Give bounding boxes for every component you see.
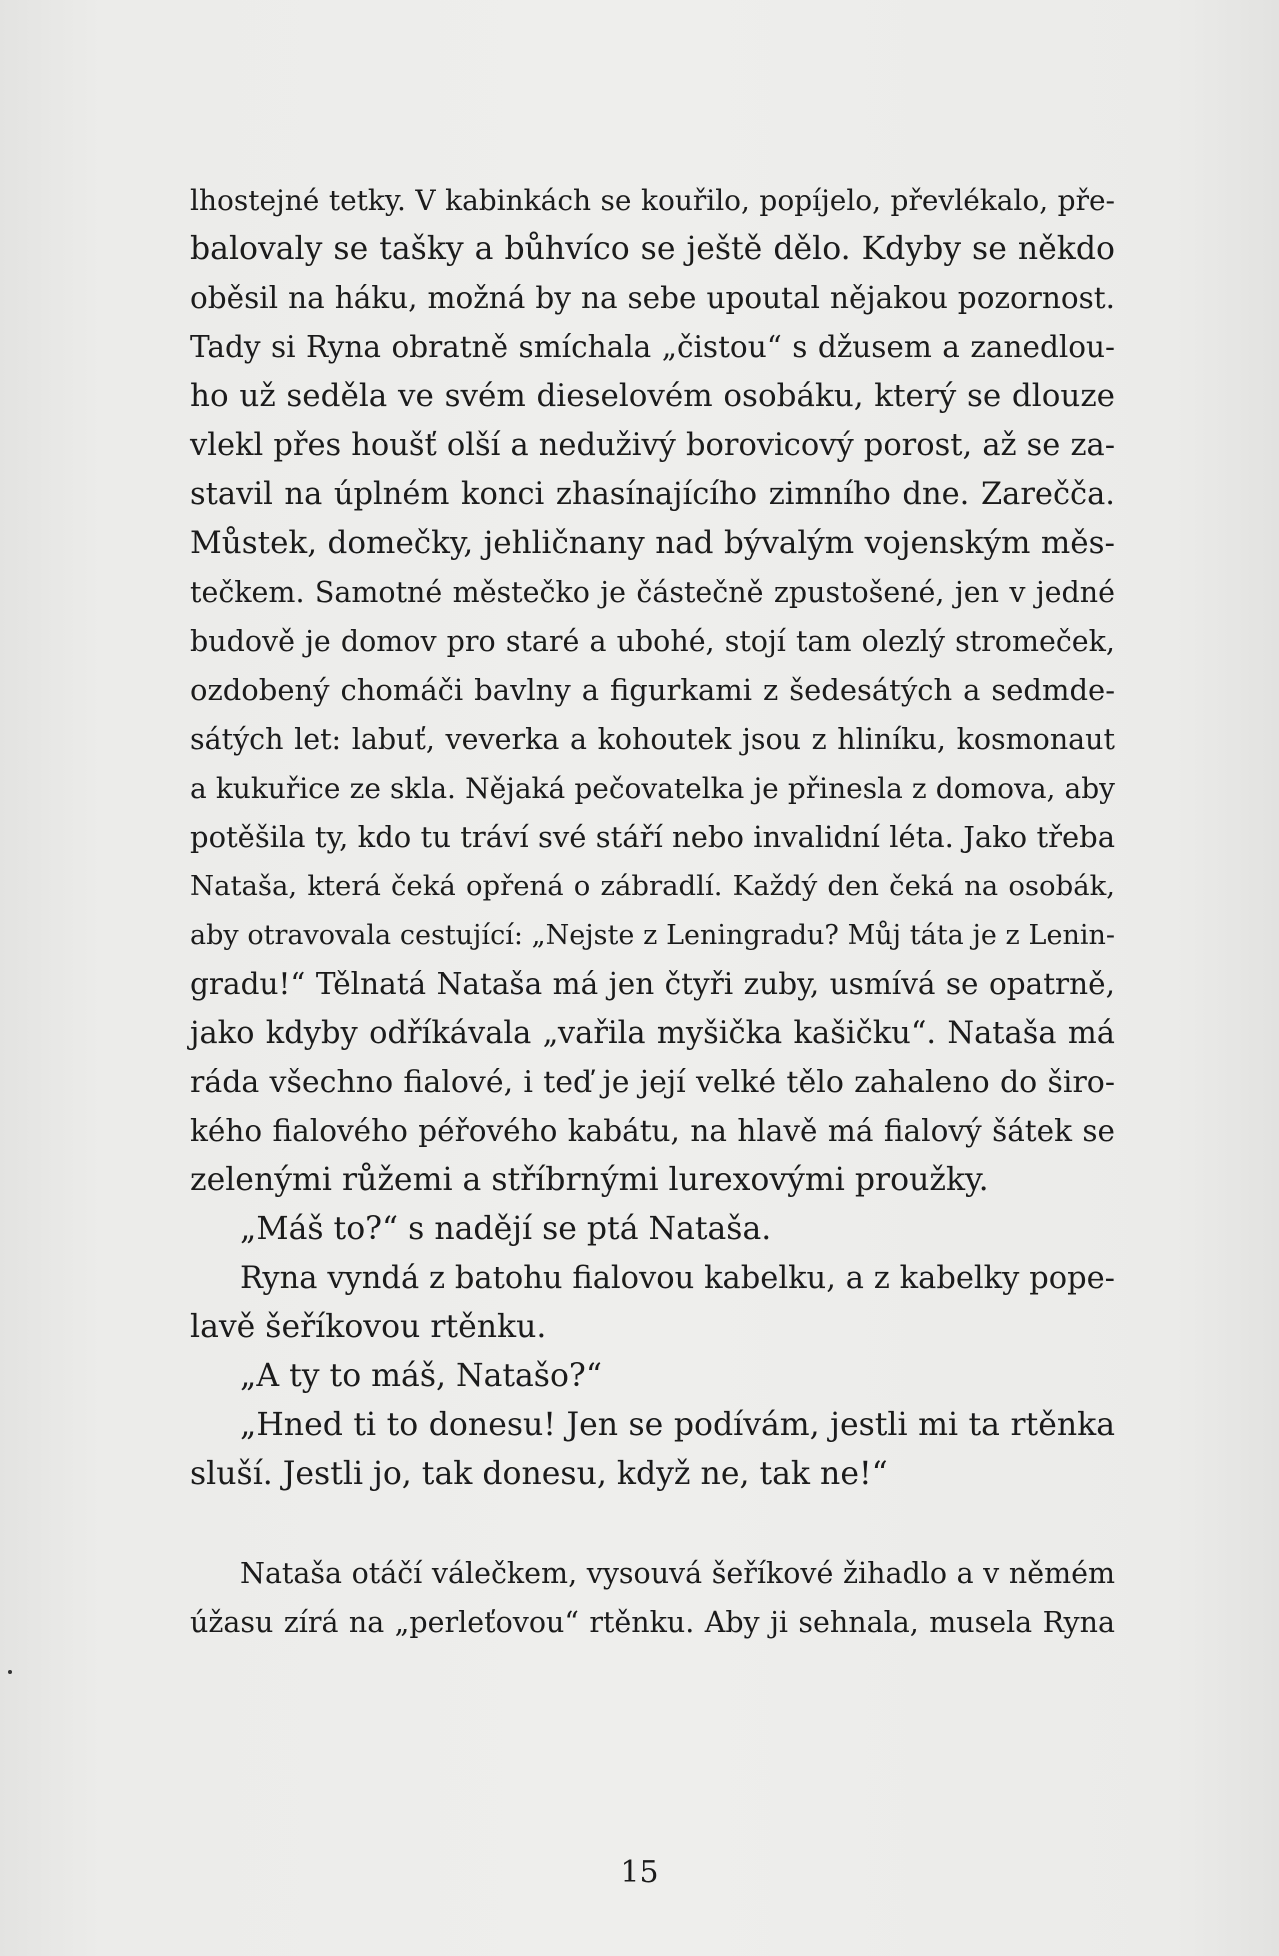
text-line: ráda všechno fialové, i teď je její velké tělo zahaleno do širo- <box>190 1065 1115 1100</box>
text-line: úžasu zírá na „perleťovou“ rtěnku. Aby ji sehnala, musela Ryna <box>190 1606 1115 1639</box>
text-line: tečkem. Samotné městečko je částečně zpustošené, jen v jedné <box>190 576 1115 609</box>
dialogue-line: „Máš to?“ s nadějí se ptá Nataša. <box>240 1211 772 1247</box>
text-line: aby otravovala cestující: „Nejste z Leningradu? Můj táta je z Lenin- <box>190 920 1115 951</box>
dialogue-line: „Hned ti to donesu! Jen se podívám, jestli mi ta rtěnka <box>240 1407 1115 1443</box>
text-line: lavě šeříkovou rtěnku. <box>190 1309 547 1345</box>
text-line: ho už seděla ve svém dieselovém osobáku, který se dlouze <box>190 378 1115 414</box>
body-text <box>190 176 1115 1647</box>
text-line: jako kdyby odříkávala „vařila myšička kašičku“. Nataša má <box>190 1016 1115 1051</box>
text-line: a kukuřice ze skla. Nějaká pečovatelka je přinesla z domova, aby <box>190 772 1115 805</box>
text-line: oběsil na háku, možná by na sebe upoutal nějakou pozornost. <box>190 281 1115 315</box>
text-line: vlekl přes houšť olší a neduživý borovicový porost, až se za- <box>190 428 1115 463</box>
page-number: 15 <box>620 1855 659 1890</box>
text-line: Nataša otáčí válečkem, vysouvá šeříkové žihadlo a v němém <box>240 1557 1115 1590</box>
text-line: balovaly se tašky a bůhvíco se ještě dělo. Kdyby se někdo <box>190 231 1115 267</box>
text-line: Nataša, která čeká opřená o zábradlí. Každý den čeká na osobák, <box>190 870 1115 902</box>
text-line: Můstek, domečky, jehličnany nad bývalým vojenským měs- <box>190 525 1115 561</box>
text-line: gradu!“ Tělnatá Nataša má jen čtyři zuby, usmívá se opatrně, <box>190 967 1115 1001</box>
text-line: zelenými růžemi a stříbrnými lurexovými proužky. <box>190 1162 989 1198</box>
text-line: ozdobený chomáči bavlny a figurkami z šedesátých a sedmde- <box>190 673 1115 707</box>
text-line: sluší. Jestli jo, tak donesu, když ne, tak ne!“ <box>190 1456 888 1492</box>
paper-speck <box>8 1670 12 1674</box>
text-line: stavil na úplném konci zhasínajícího zimního dne. Zarečča. <box>190 477 1115 512</box>
text-line: potěšila ty, kdo tu tráví své stáří nebo invalidní léta. Jako třeba <box>190 820 1115 854</box>
text-line: kého fialového péřového kabátu, na hlavě má fialový šátek se <box>190 1114 1115 1148</box>
section-break <box>190 1499 1115 1549</box>
text-line: budově je domov pro staré a ubohé, stojí tam olezlý stromeček, <box>190 625 1115 658</box>
text-line: Tady si Ryna obratně smíchala „čistou“ s džusem a zanedlou- <box>190 330 1115 364</box>
text-line: lhostejné tetky. V kabinkách se kouřilo, popíjelo, převlékalo, pře- <box>190 184 1115 217</box>
dialogue-line: „A ty to máš, Natašo?“ <box>240 1358 602 1394</box>
text-line: sátých let: labuť, veverka a kohoutek jsou z hliníku, kosmonaut <box>190 723 1115 756</box>
text-line: Ryna vyndá z batohu fialovou kabelku, a z kabelky popе- <box>240 1261 1115 1296</box>
